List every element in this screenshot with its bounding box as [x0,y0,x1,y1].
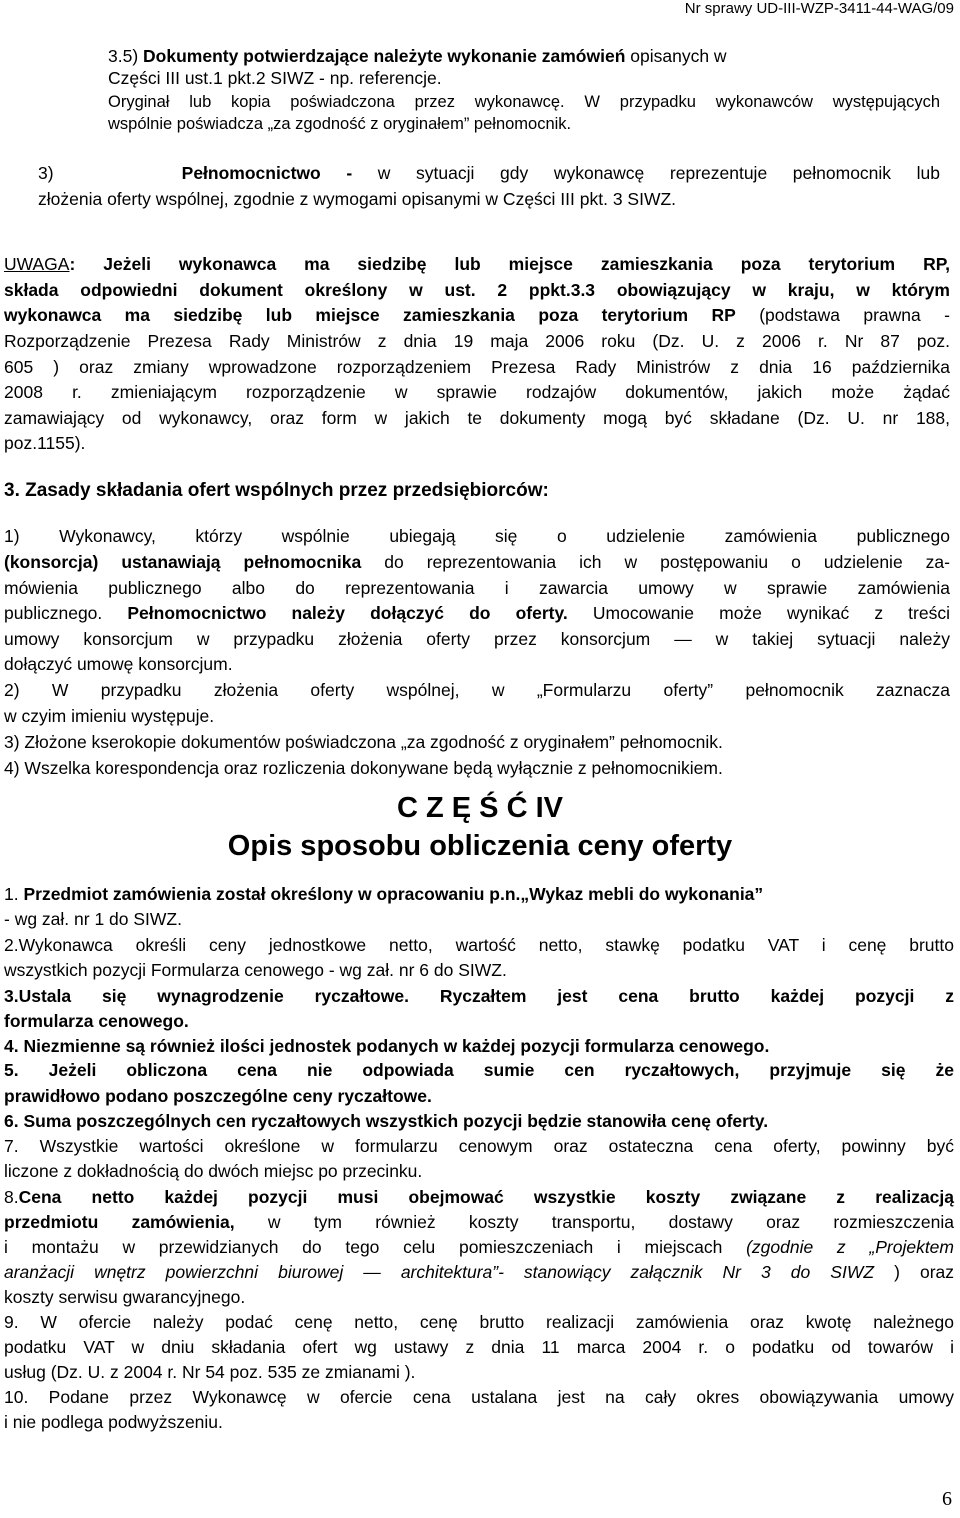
item-8-line-1 [4,1185,954,1209]
page-number: 6 [942,1488,952,1510]
note-line-6: 2008 r. zmieniającym rozporządzenie w sprawie rodzajów dokumentów, jakich może żądać [4,382,950,402]
item-1-num: 1. [4,884,24,904]
s3-i1-line-1: 1) Wykonawcy, którzy wspólnie ubiegają się o udzielenie zamówienia publicznego [4,526,950,546]
s35-line-2: Części III ust.1 pkt.2 SIWZ - np. referencje. [108,68,442,88]
item-6: 6. Suma poszczególnych cen ryczałtowych wszystkich pozycji będzie stanowiła cenę oferty. [4,1111,769,1131]
s3-i1-rest: do reprezentowania ich w postępowaniu o udzielenie za- [361,552,950,572]
note-l1: : Jeżeli wykonawca ma siedzibę lub miejsce zamieszkania poza terytorium RP, [69,254,950,274]
p3-line-1 [38,161,940,185]
p3-rest: w sytuacji gdy wykonawcę reprezentuje pełnomocnik lub [352,163,941,183]
s3-i1-line-3: mówienia publicznego albo do reprezentowania i zawarcia umowy w sprawie zamówienia [4,578,950,598]
note-label: UWAGA [4,254,70,274]
s35-line-4: wspólnie poświadcza „za zgodność z oryginałem” pełnomocnik. [108,115,572,133]
item-3-line-1: 3.Ustala się wynagrodzenie ryczałtowe. Ryczałtem jest cena brutto każdej pozycji z [4,986,954,1006]
item-8-line-5: koszty serwisu gwarancyjnego. [4,1287,246,1307]
part-title: C Z Ę Ś Ć IV [397,792,563,824]
item-7-line-1: 7. Wszystkie wartości określone w formularzu cenowym oraz ostateczna cena oferty, powinny być [4,1136,954,1156]
s3-i1-line-2 [4,550,950,574]
item-1-line-1 [4,882,763,906]
part-subtitle: Opis sposobu obliczenia ceny oferty [227,830,733,862]
item-10-line-2: i nie podlega podwyższeniu. [4,1412,223,1432]
note-l3-bold: wykonawca ma siedzibę lub miejsce zamieszkania poza terytorium RP [4,305,736,325]
s3-i1-line-4 [4,601,950,625]
item-7-line-2: liczone z dokładnością do dwóch miejsc po przecinku. [4,1161,423,1181]
item-9-line-3: usług (Dz. U. z 2004 r. Nr 54 poz. 535 ze zmianami ). [4,1362,416,1382]
s35-line-3: Oryginał lub kopia poświadczona przez wykonawcę. W przypadku wykonawców występujących [108,93,940,111]
note-line-8: poz.1155). [4,433,86,453]
s3-i1-l4c: Umocowanie może wynikać z treści [567,603,950,623]
item-3-line-2: formularza cenowego. [4,1011,189,1031]
item-8-l3-italic: (zgodnie z „Projektem [746,1237,954,1257]
item-8-line-4 [4,1260,954,1284]
item-2-line-2: wszystkich pozycji Formularza cenowego - wg zał. nr 6 do SIWZ. [4,960,507,980]
item-8-l4-italic: aranżacji wnętrz powierzchni biurowej — architektura”- stanowiący załącznik Nr 3 do SIWZ [4,1262,875,1282]
s35-bold: Dokumenty potwierdzające należyte wykonanie zamówień [143,46,626,66]
note-line-4: Rozporządzenie Prezesa Rady Ministrów z dnia 19 maja 2006 roku (Dz. U. z 2006 r. Nr 87 poz. [4,331,950,351]
item-8-l2-bold: przedmiotu zamówienia, [4,1212,235,1232]
s3-i2-line-1: 2) W przypadku złożenia oferty wspólnej, w „Formularzu oferty” pełnomocnik zaznacza [4,680,950,700]
item-10-line-1: 10. Podane przez Wykonawcę w ofercie cena ustalana jest na cały okres obowiązywania umowy [4,1387,954,1407]
item-8-num: 8. [4,1187,19,1207]
item-4: 4. Niezmienne są również ilości jednostek podanych w każdej pozycji formularza cenowego. [4,1036,770,1056]
s3-i1-line-6: dołączyć umowę konsorcjum. [4,654,233,674]
item-8-l3-text: i montażu w przewidzianych do tego celu pomieszczeniach i miejscach [4,1237,747,1257]
s3-i1-l4a: publicznego. [4,603,128,623]
item-2-line-1: 2.Wykonawca określi ceny jednostkowe netto, wartość netto, stawkę podatku VAT i cenę brutto [4,935,954,955]
note-line-5: 605 ) oraz zmiany wprowadzone rozporządzeniem Prezesa Rady Ministrów z dnia 16 października [4,357,950,377]
s3-i3: 3) Złożone kserokopie dokumentów poświadczona „za zgodność z oryginałem” pełnomocnik. [4,732,723,752]
note-line-1 [4,252,950,276]
section-3-heading: 3. Zasady składania ofert wspólnych przez przedsiębiorców: [4,480,549,501]
item-8-l4-rest: ) oraz [874,1262,954,1282]
note-line-7: zamawiający od wykonawcy, oraz form w jakich te dokumenty mogą być składane (Dz. U. nr 188, [4,408,950,428]
note-line-3 [4,303,950,327]
case-number-header: Nr sprawy UD-III-WZP-3411-44-WAG/09 [684,0,954,17]
item-8-line-2 [4,1210,954,1234]
s35-rest: opisanych w [625,46,727,66]
item-8-line-3 [4,1235,954,1259]
s3-i1-l4b: Pełnomocnictwo należy dołączyć do oferty. [127,603,568,623]
s35-line-1 [108,44,727,68]
note-line-2: składa odpowiedni dokument określony w ust. 2 ppkt.3.3 obowiązujący w kraju, w którym [4,280,950,300]
s3-i2-line-2: w czyim imieniu występuje. [4,706,215,726]
s3-i1-bold: (konsorcja) ustanawiają pełnomocnika [4,552,362,572]
item-8-l2-rest: w tym również koszty transportu, dostawy oraz rozmieszczenia [234,1212,954,1232]
s35-num: 3.5) [108,46,139,66]
item-1-bold: Przedmiot zamówienia został określony w opracowaniu p.n.„Wykaz mebli do wykonania” [23,884,764,904]
note-l3-rest: (podstawa prawna - [735,305,950,325]
item-5-line-1: 5. Jeżeli obliczona cena nie odpowiada sumie cen ryczałtowych, przyjmuje się że [4,1060,954,1080]
item-9-line-2: podatku VAT w dniu składania ofert wg ustawy z dnia 11 marca 2004 r. o podatku od towarów i [4,1337,954,1357]
p3-line-2: złożenia oferty wspólnej, zgodnie z wymogami opisanymi w Części III pkt. 3 SIWZ. [38,189,677,209]
item-8-l1-bold: Cena netto każdej pozycji musi obejmować wszystkie koszty związane z realizacją [18,1187,954,1207]
p3-bold: Pełnomocnictwo - [181,163,353,183]
s3-i4: 4) Wszelka korespondencja oraz rozliczenia dokonywane będą wyłącznie z pełnomocnikiem. [4,758,723,778]
p3-num: 3) [38,163,54,183]
item-5-line-2: prawidłowo podano poszczególne ceny ryczałtowe. [4,1086,432,1106]
s3-i1-line-5: umowy konsorcjum w przypadku złożenia oferty przez konsorcjum — w takiej sytuacji należy [4,629,950,649]
item-1-line-2: - wg zał. nr 1 do SIWZ. [4,909,182,929]
item-9-line-1: 9. W ofercie należy podać cenę netto, cenę brutto realizacji zamówienia oraz kwotę należnego [4,1312,954,1332]
